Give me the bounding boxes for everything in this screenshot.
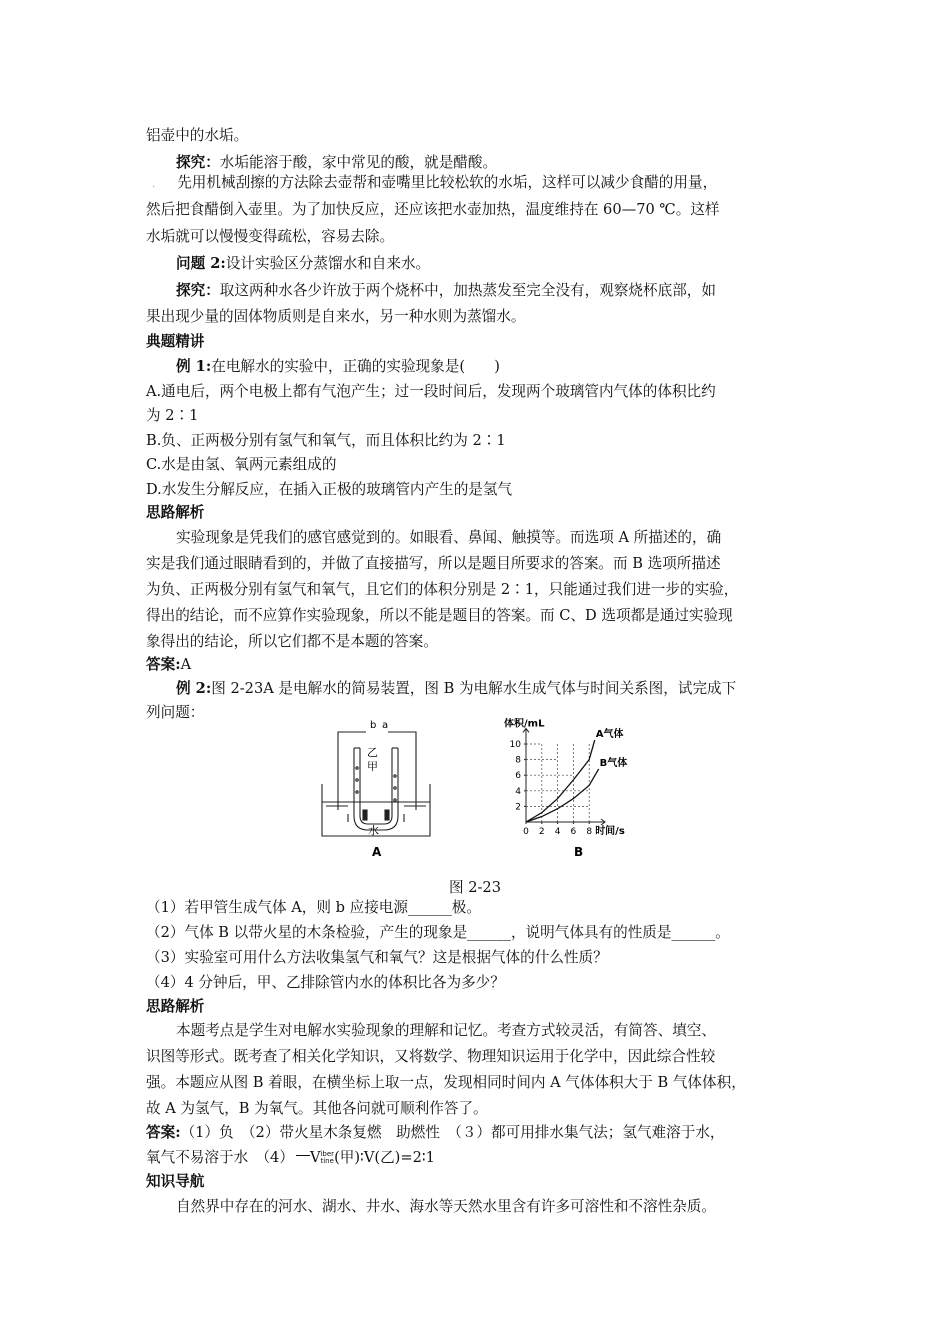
label-b: b [370,720,377,731]
label-answer: 答案: [146,656,181,673]
text-line: 列问题： [146,704,205,721]
text-content: 取这两种水各少许放于两个烧杯中，加热蒸发至完全没有，观察烧杯底部，如 [219,282,716,299]
y-axis-label: 体积/mL [504,718,545,730]
figure-label-a: A [372,845,382,859]
label-example: 例 1: [176,358,212,375]
text-line [176,254,430,274]
text-line [176,281,716,301]
label-water: 水 [368,824,379,837]
answer-text: 氧气不易溶于水 （4） [146,1149,294,1166]
text-line: 为负、正两极分别有氢气和氧气，且它们的体积分别是 2∶1，只能通过我们进一步的实验， [146,581,739,598]
text-line: 故 A 为氢气，B 为氧气。其他各问就可顺利作答了。 [146,1100,488,1117]
x-tick-label: 6 [570,827,577,837]
figure-label-b: B [574,845,584,859]
text-line [176,153,497,173]
x-tick-label: 0 [523,827,529,837]
x-tick-label: 8 [586,827,593,837]
stray-mark: . [152,179,156,190]
question-line: （2）气体 B 以带火星的木条检验，产生的现象是______，说明气体具有的性质是______。 [146,924,730,941]
series-label: A气体 [595,729,624,741]
y-tick-label: 8 [515,755,521,766]
option-line: D.水发生分解反应，在插入正极的玻璃管内产生的是氢气 [146,481,513,498]
x-axis-label: 时间/s [595,826,625,837]
text-line: 水垢就可以慢慢变得疏松，容易去除。 [146,228,395,245]
answer-line [146,1123,725,1143]
label-tanjiu: 探究： [176,282,220,299]
text-content: 图 2-23A 是电解水的简易装置，图 B 为电解水生成气体与时间关系图，试完成下 [211,680,737,697]
text-content: 水垢能溶于酸，家中常见的酸，就是醋酸。 [219,154,498,171]
option-line: B.负、正两极分别有氢气和氧气，而且体积比约为 2∶1 [146,432,506,449]
option-line: A.通电后，两个电极上都有气泡产生；过一段时间后，发现两个玻璃管内气体的体积比约 [146,383,716,400]
label-example: 例 2: [176,680,212,697]
y-tick-label: 2 [515,802,521,813]
label-yi: 乙 [367,746,378,759]
answer-text: A [180,656,192,673]
formula-v: V [309,1149,321,1166]
question-line: （3）实验室可用什么方法收集氢气和氧气？这是根据气体的什么性质？ [146,949,608,966]
series-line [526,740,595,822]
formula-sup: iber [320,1150,335,1158]
text-content: 在电解水的实验中，正确的实验现象是( ) [211,358,500,375]
text-content: 设计实验区分蒸馏水和自来水。 [225,255,431,272]
answer-line [146,1148,435,1168]
volume-time-chart [486,718,646,860]
y-tick-label: 10 [509,740,521,750]
text-line: 识图等形式。既考查了相关化学知识，又将数学、物理知识运用于化学中，因此综合性较 [146,1048,716,1065]
formula-tail: (甲)∶V(乙)=2∶1 [334,1149,435,1166]
label-answer: 答案: [146,1124,181,1141]
answer-text: （1）负 （2）带火星木条复燃 助燃性 （３）都可用排水集气法；氢气难溶于水， [180,1124,725,1141]
text-line: 果出现少量的固体物质则是自来水，另一种水则为蒸馏水。 [146,308,526,325]
x-tick-label: 2 [538,827,545,837]
label-a: a [382,720,389,731]
text-line: 铝壶中的水垢。 [146,127,249,144]
label-tanjiu: 探究： [176,154,220,171]
text-line: 本题考点是学生对电解水实验现象的理解和记忆。考查方式较灵活，有简答、填空、 [176,1022,716,1039]
formula-sub: tine [320,1157,334,1165]
section-heading: 典题精讲 [146,333,205,350]
text-line [176,357,500,377]
question-line: （1）若甲管生成气体 A，则 b 应接电源______极。 [146,899,481,916]
option-line: C.水是由氢、氧两元素组成的 [146,456,337,473]
figure-caption: 图 2-23 [448,879,502,896]
section-heading: 知识导航 [146,1173,205,1190]
label-question: 问题 2: [176,255,226,272]
series-line [526,769,599,822]
option-line: 为 2∶1 [146,407,199,424]
text-line: 实验现象是凭我们的感官感觉到的。如眼看、鼻闻、触摸等。而选项 A 所描述的，确 [176,529,722,546]
section-heading: 思路解析 [146,504,205,521]
series-label: B气体 [599,757,628,769]
text-line: 象得出的结论，所以它们都不是本题的答案。 [146,633,438,650]
text-line [152,173,717,195]
text-line: 然后把食醋倒入壶里。为了加快反应，还应该把水壶加热，温度维持在 60—70 ℃。这样 [146,201,720,218]
answer-line [146,655,191,675]
text-line: 自然界中存在的河水、湖水、井水、海水等天然水里含有许多可溶性和不溶性杂质。 [176,1198,716,1215]
text-content: 先用机械刮擦的方法除去壶帮和壶嘴里比较松软的水垢，这样可以减少食醋的用量， [177,174,718,191]
y-tick-label: 4 [515,786,521,797]
y-tick-label: 6 [515,771,521,782]
electrolysis-apparatus-figure [318,718,436,860]
text-line: 得出的结论，而不应算作实验现象，所以不能是题目的答案。而 C、D 选项都是通过实验现 [146,607,733,624]
section-heading: 思路解析 [146,998,205,1015]
text-line [176,679,736,699]
x-tick-label: 4 [554,827,561,837]
text-line: 强。本题应从图 B 着眼，在横坐标上取一点，发现相同时间内 A 气体体积大于 B 气体体积， [146,1074,746,1091]
label-jia: 甲 [367,760,378,773]
question-line: （4）4 分钟后，甲、乙排除管内水的体积比各为多少？ [146,974,505,991]
text-line: 实是我们通过眼睛看到的，并做了直接描写，所以是题目所要求的答案。而 B 选项所描述 [146,555,721,572]
